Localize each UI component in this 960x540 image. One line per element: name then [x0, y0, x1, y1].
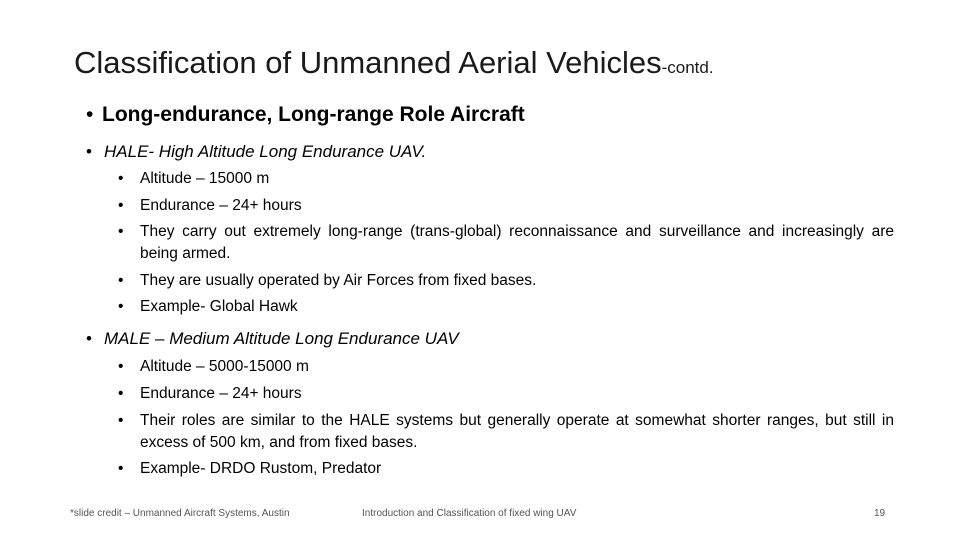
bullet-icon: •: [86, 103, 94, 126]
hale-item-text: They are usually operated by Air Forces from fixed bases.: [140, 272, 537, 289]
hale-item-text: Altitude – 15000 m: [140, 170, 270, 187]
footer-course-title: Introduction and Classification of fixed wing UAV: [362, 508, 577, 519]
slide-title-suffix: -contd.: [661, 58, 714, 77]
hale-item: [118, 270, 894, 292]
male-item: [118, 356, 894, 378]
male-item-text: Altitude – 5000-15000 m: [140, 358, 309, 375]
male-item-text: Their roles are similar to the HALE systems but generally operate at somewhat shorter ranges, but still in excess of 500 km, and from fixed bases.: [140, 412, 894, 451]
hale-label: HALE-: [104, 142, 155, 161]
male-heading-text: MALE – Medium Altitude Long Endurance UAV: [104, 329, 459, 348]
bullet-icon: •: [118, 298, 124, 315]
bullet-icon: •: [118, 272, 124, 289]
bullet-icon: •: [118, 358, 124, 375]
slide-number: 19: [874, 508, 886, 519]
bullet-icon: •: [86, 329, 92, 348]
hale-item-text: Endurance – 24+ hours: [140, 197, 302, 214]
male-item: [118, 410, 894, 454]
hale-item-text: They carry out extremely long-range (trans-global) reconnaissance and surveillance and increasingly are being armed.: [140, 223, 894, 262]
slide-title: [74, 40, 714, 91]
bullet-icon: •: [118, 223, 124, 240]
bullet-icon: •: [118, 412, 124, 429]
male-heading: [86, 327, 459, 351]
hale-item: [118, 296, 894, 318]
hale-heading: [86, 140, 426, 164]
male-item: [118, 458, 894, 480]
hale-item: [118, 195, 894, 217]
bullet-icon: •: [118, 197, 124, 214]
bullet-icon: •: [86, 142, 92, 161]
male-item-text: Endurance – 24+ hours: [140, 385, 302, 402]
section-heading: [86, 100, 525, 130]
hale-item: [118, 221, 894, 265]
bullet-icon: •: [118, 460, 124, 477]
footer-credit: *slide credit – Unmanned Aircraft Systems, Austin: [70, 508, 290, 519]
male-item-text: Example- DRDO Rustom, Predator: [140, 460, 382, 477]
slide-title-main: Classification of Unmanned Aerial Vehicles: [74, 45, 662, 80]
hale-item-text: Example- Global Hawk: [140, 298, 298, 315]
hale-description: High Altitude Long Endurance UAV.: [154, 142, 427, 161]
hale-item: [118, 168, 894, 190]
male-item: [118, 383, 894, 405]
bullet-icon: •: [118, 170, 124, 187]
bullet-icon: •: [118, 385, 124, 402]
section-heading-text: Long-endurance, Long-range Role Aircraft: [102, 103, 525, 126]
